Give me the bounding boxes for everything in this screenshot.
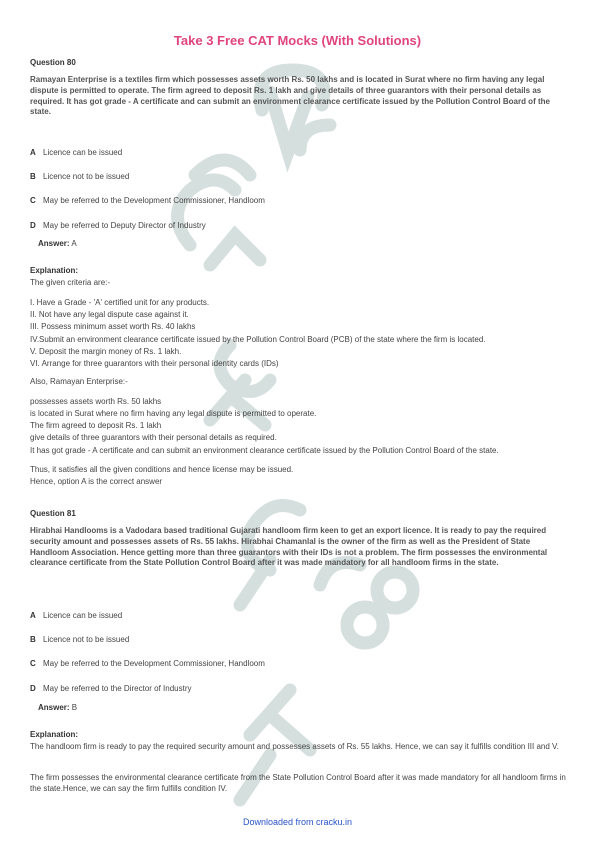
answer-label: Answer: <box>38 239 70 248</box>
option-letter: B <box>30 635 36 644</box>
footer-link[interactable]: Downloaded from cracku.in <box>242 817 353 827</box>
answer-value: B <box>71 703 78 712</box>
q80-exp-line: IV.Submit an environment clearance certificate issued by the Pollution Control Board (PCB) of the state where the firm is located. <box>30 335 486 344</box>
q80-exp-line: II. Not have any legal dispute case against it. <box>30 310 189 319</box>
option-text: May be referred to the Director of Industry <box>43 684 192 693</box>
q80-exp-line: V. Deposit the margin money of Rs. 1 lakh. <box>30 347 182 356</box>
option-letter: C <box>30 659 36 668</box>
page-title: Take 3 Free CAT Mocks (With Solutions) <box>173 33 422 48</box>
question-81-text: Hirabhai Handlooms is a Vadodara based traditional Gujarati handloom firm keen to get an export licence. It is ready to pay the required security amount and possesses assets of Rs. 55 lakhs. Hirabhai Chamanlal is the owner of the firm as well as the President of State Handloom Association. Hence getting more than three guarantors with their IDs is not a problem. The firm possesses the environmental clearance certificate from the State Pollution Control Board after it was made mandatory for all handloom firms in the state. <box>30 526 548 568</box>
q81-explanation-label: Explanation: <box>30 730 79 739</box>
q81-exp-line: The firm possesses the environmental clearance certificate from the State Pollution Control Board after it was made mandatory for all handloom firms in the state.Hence, we can say the firm fulfills condition IV. <box>30 773 566 793</box>
option-text: Licence not to be issued <box>43 635 130 644</box>
option-letter: A <box>30 611 36 620</box>
q81-exp-line: The handloom firm is ready to pay the required security amount and possesses assets of Rs. 55 lakhs. Hence, we can say it fulfills condition III and V. <box>30 742 559 751</box>
q80-exp-line: I. Have a Grade - 'A' certified unit for any products. <box>30 298 210 307</box>
q80-exp-line: Also, Ramayan Enterprise:- <box>30 377 128 386</box>
q80-exp-line: VI. Arrange for three guarantors with their personal identity cards (IDs) <box>30 359 279 368</box>
q80-exp-line: possesses assets worth Rs. 50 lakhs <box>30 397 162 406</box>
q80-option-b[interactable] <box>30 172 129 183</box>
option-text: May be referred to the Development Commissioner, Handloom <box>43 196 265 205</box>
q81-option-a[interactable] <box>30 611 122 622</box>
option-text: May be referred to the Development Commissioner, Handloom <box>43 659 265 668</box>
q80-answer <box>38 239 77 250</box>
q81-option-c[interactable] <box>30 659 265 670</box>
q80-explanation-label: Explanation: <box>30 266 79 275</box>
question-81-label: Question 81 <box>30 509 76 518</box>
option-text: Licence can be issued <box>43 611 123 620</box>
option-letter: D <box>30 221 36 230</box>
q80-exp-line: is located in Surat where no firm having any legal dispute is permitted to operate. <box>30 409 317 418</box>
q80-exp-line: give details of three guarantors with their personal details as required. <box>30 433 277 442</box>
option-letter: A <box>30 148 36 157</box>
q80-option-d[interactable] <box>30 221 206 232</box>
option-text: Licence not to be issued <box>43 172 130 181</box>
q80-option-a[interactable] <box>30 148 122 159</box>
answer-value: A <box>71 239 77 248</box>
q81-option-b[interactable] <box>30 635 129 646</box>
option-letter: C <box>30 196 36 205</box>
q80-exp-line: III. Possess minimum asset worth Rs. 40 lakhs <box>30 322 196 331</box>
q80-exp-line: Hence, option A is the correct answer <box>30 477 163 486</box>
q80-option-c[interactable] <box>30 196 265 207</box>
option-letter: B <box>30 172 36 181</box>
question-80-label: Question 80 <box>30 58 76 67</box>
answer-label: Answer: <box>38 703 70 712</box>
q80-exp-line: The firm agreed to deposit Rs. 1 lakh <box>30 421 162 430</box>
q81-answer <box>38 703 77 714</box>
q80-exp-line: It has got grade - A certificate and can submit an environment clearance certificate issued by the Pollution Control Board of the state. <box>30 446 499 455</box>
option-text: Licence can be issued <box>43 148 123 157</box>
q80-exp-line: The given criteria are:- <box>30 278 111 287</box>
q80-exp-line: Thus, it satisfies all the given conditions and hence license may be issued. <box>30 465 294 474</box>
option-letter: D <box>30 684 36 693</box>
question-80-text: Ramayan Enterprise is a textiles firm which possesses assets worth Rs. 50 lakhs and is located in Surat where no firm having any legal dispute is permitted to operate. The firm agreed to deposit Rs. 1 lakh and give details of three guarantors with their personal details as required. It has got grade - A certificate and can submit an environment clearance certificate issued by the Pollution Control Board of the state. <box>30 75 550 117</box>
option-text: May be referred to Deputy Director of Industry <box>43 221 206 230</box>
q81-option-d[interactable] <box>30 684 192 695</box>
